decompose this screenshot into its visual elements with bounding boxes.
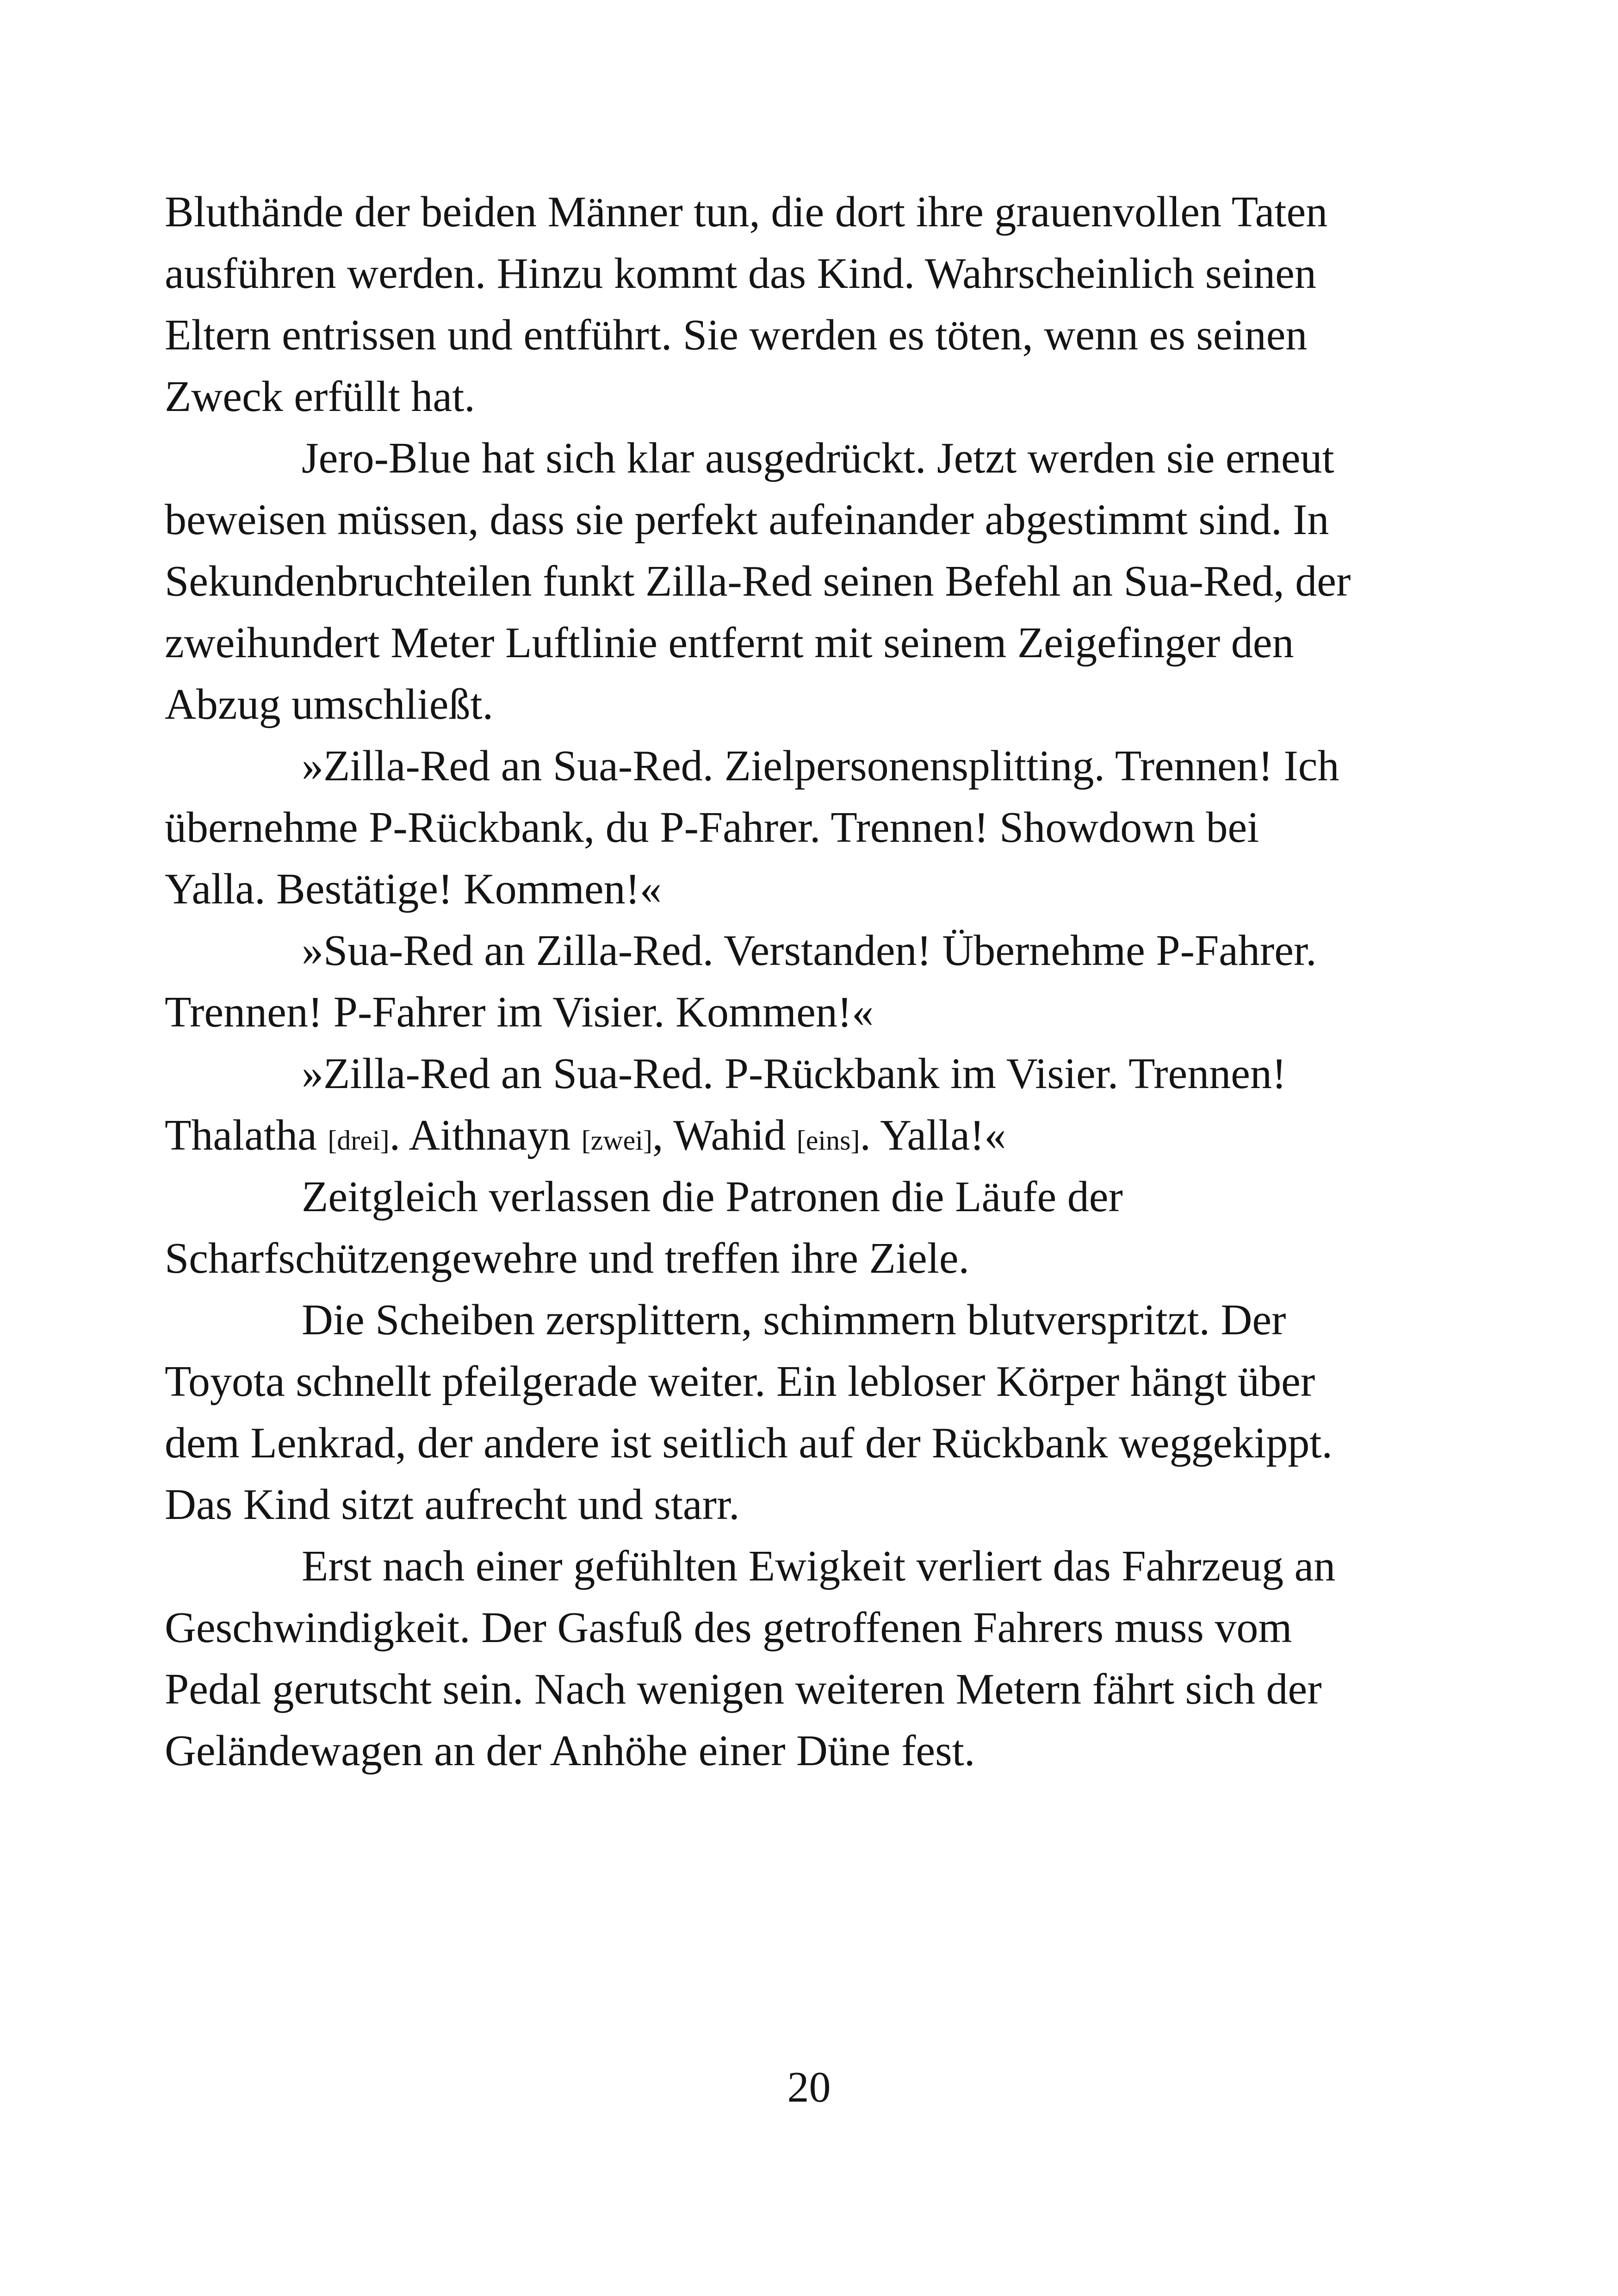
countdown-word: , Wahid: [652, 1111, 797, 1159]
text-line: Geschwindigkeit. Der Gasfuß des getroffenen Fahrers muss vom: [165, 1604, 1292, 1652]
countdown-word: . Aithnayn: [389, 1111, 582, 1159]
page-number: 20: [787, 2063, 831, 2111]
paragraph: [165, 1289, 1460, 1536]
text-line: Zweck erfüllt hat.: [165, 373, 475, 421]
translation-note: [zwei]: [581, 1125, 652, 1156]
text-line: Trennen! P-Fahrer im Visier. Kommen!«: [165, 988, 874, 1036]
text-line: Pedal gerutscht sein. Nach wenigen weiteren Metern fährt sich der: [165, 1665, 1322, 1713]
countdown-line: [165, 1105, 1460, 1166]
dialogue-paragraph: [165, 1043, 1460, 1166]
text-line: Zeitgleich verlassen die Patronen die Läufe der: [302, 1173, 1123, 1221]
text-line: Sekundenbruchteilen funkt Zilla-Red seinen Befehl an Sua-Red, der: [165, 557, 1351, 605]
text-line: Erst nach einer gefühlten Ewigkeit verliert das Fahrzeug an: [302, 1542, 1336, 1590]
text-line: übernehme P-Rückbank, du P-Fahrer. Trennen! Showdown bei: [165, 803, 1259, 852]
paragraph: [165, 428, 1460, 735]
paragraph: [165, 1536, 1460, 1782]
translation-note: [drei]: [328, 1125, 390, 1156]
text-line: Jero-Blue hat sich klar ausgedrückt. Jetzt werden sie erneut: [302, 434, 1334, 482]
text-line: »Zilla-Red an Sua-Red. P-Rückbank im Visier. Trennen!: [302, 1050, 1287, 1098]
text-line: Yalla. Bestätige! Kommen!«: [165, 865, 662, 913]
text-line: dem Lenkrad, der andere ist seitlich auf der Rückbank weggekippt.: [165, 1419, 1333, 1467]
text-line: Eltern entrissen und entführt. Sie werden es töten, wenn es seinen: [165, 311, 1308, 359]
text-line: Das Kind sitzt aufrecht und starr.: [165, 1481, 740, 1529]
body-text: [165, 181, 1460, 1782]
text-line: ausführen werden. Hinzu kommt das Kind. Wahrscheinlich seinen: [165, 249, 1316, 298]
paragraph: [165, 1166, 1460, 1289]
text-line: zweihundert Meter Luftlinie entfernt mit seinem Zeigefinger den: [165, 619, 1294, 667]
countdown-word: . Yalla!«: [860, 1111, 1006, 1159]
countdown-word: Thalatha: [165, 1111, 328, 1159]
translation-note: [eins]: [796, 1125, 860, 1156]
text-line: beweisen müssen, dass sie perfekt aufeinander abgestimmt sind. In: [165, 496, 1329, 544]
paragraph: [165, 181, 1460, 428]
text-line: Bluthände der beiden Männer tun, die dort ihre grauenvollen Taten: [165, 188, 1328, 236]
dialogue-paragraph: [165, 920, 1460, 1043]
text-line: Geländewagen an der Anhöhe einer Düne fest.: [165, 1727, 975, 1775]
text-line: Scharfschützengewehre und treffen ihre Ziele.: [165, 1234, 970, 1282]
text-line: »Sua-Red an Zilla-Red. Verstanden! Übernehme P-Fahrer.: [302, 927, 1317, 975]
dialogue-paragraph: [165, 735, 1460, 920]
text-line: »Zilla-Red an Sua-Red. Zielpersonensplitting. Trennen! Ich: [302, 742, 1339, 790]
text-line: Abzug umschließt.: [165, 680, 494, 728]
text-line: Die Scheiben zersplittern, schimmern blutverspritzt. Der: [302, 1296, 1286, 1344]
text-line: Toyota schnellt pfeilgerade weiter. Ein lebloser Körper hängt über: [165, 1357, 1315, 1406]
